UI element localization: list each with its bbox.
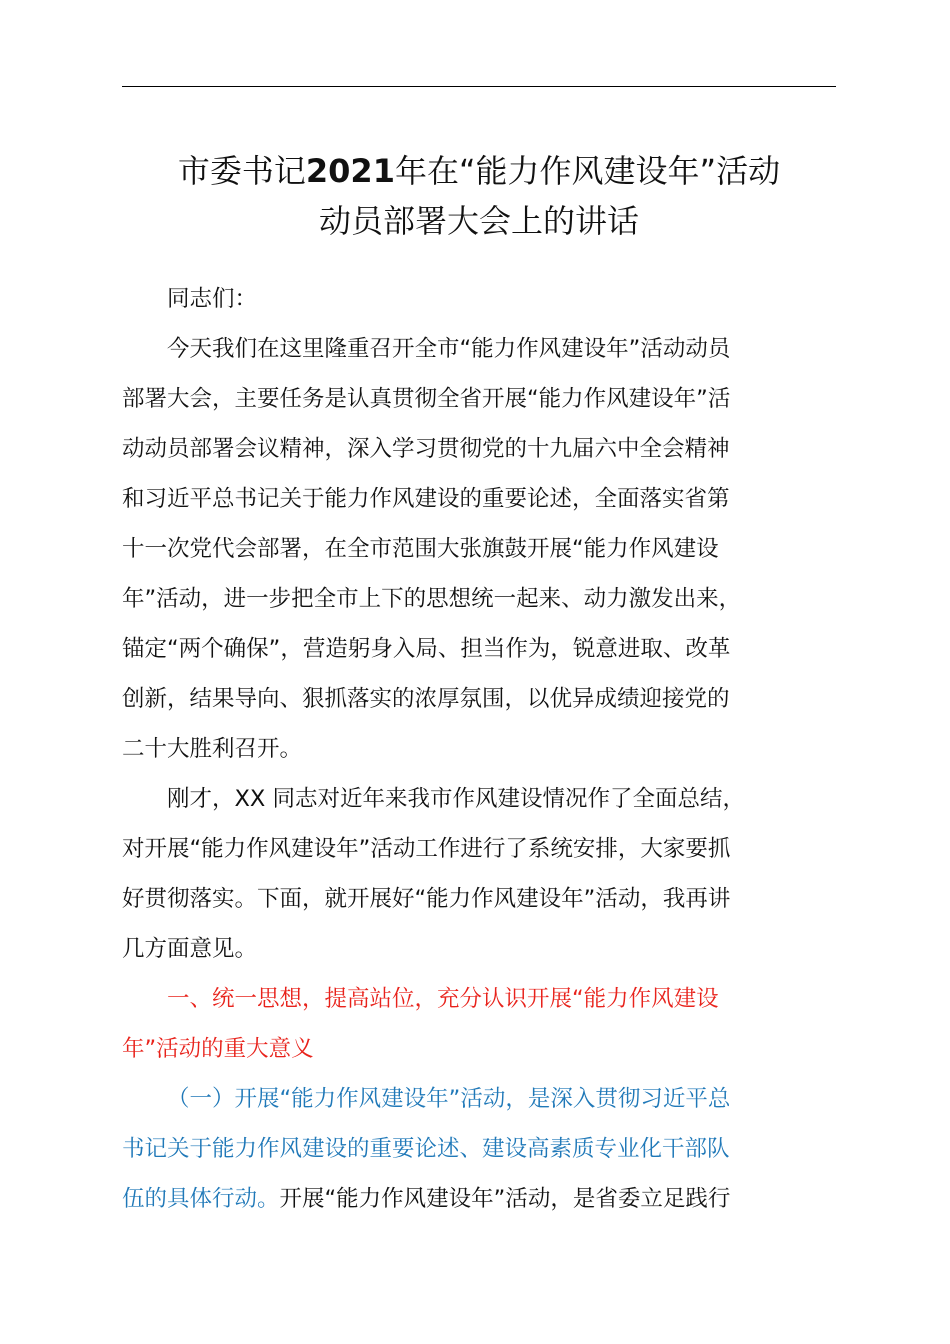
para1-line: 部署大会，主要任务是认真贯彻全省开展“能力作风建设年”活 xyxy=(122,386,731,412)
para2-line: 刚才，XX 同志对近年来我市作风建设情况作了全面总结， xyxy=(167,786,745,812)
paragraph-2 xyxy=(122,774,836,974)
title-year: 2021 xyxy=(305,152,395,190)
document-body xyxy=(122,274,836,1224)
para1-line: 年”活动，进一步把全市上下的思想统一起来、动力激发出来， xyxy=(122,586,742,612)
subheading1-line: （一）开展“能力作风建设年”活动，是深入贯彻习近平总 xyxy=(167,1086,731,1112)
para2-line: 好贯彻落实。下面，就开展好“能力作风建设年”活动，我再讲 xyxy=(122,886,731,912)
subsection-1 xyxy=(122,1074,836,1224)
title-line-2: 动员部署大会上的讲话 xyxy=(318,202,639,240)
para2-line: 几方面意见。 xyxy=(122,936,258,962)
header-rule xyxy=(122,86,836,87)
heading1-line: 一、统一思想，提高站位，充分认识开展“能力作风建设 xyxy=(167,986,719,1012)
title-suffix: 年在“能力作风建设年”活动 xyxy=(394,152,781,190)
title-line-1 xyxy=(100,146,858,196)
para1-line: 创新，结果导向、狠抓落实的浓厚氛围，以优异成绩迎接党的 xyxy=(122,686,730,712)
para2-line: 对开展“能力作风建设年”活动工作进行了系统安排，大家要抓 xyxy=(122,836,731,862)
para1-line: 今天我们在这里隆重召开全市“能力作风建设年”活动动员 xyxy=(167,336,731,362)
subsection1-last-line xyxy=(122,1174,836,1224)
para1-line: 十一次党代会部署，在全市范围大张旗鼓开展“能力作风建设 xyxy=(122,536,719,562)
heading1-line: 年”活动的重大意义 xyxy=(122,1036,314,1062)
para1-line: 锚定“两个确保”，营造躬身入局、担当作为，锐意进取、改革 xyxy=(122,636,731,662)
salutation: 同志们： xyxy=(167,286,258,312)
section-heading-1 xyxy=(122,974,836,1074)
title-prefix: 市委书记 xyxy=(177,152,306,190)
subsection1-body-start: 开展“能力作风建设年”活动，是省委立足践行 xyxy=(279,1186,731,1212)
paragraph-1 xyxy=(122,324,836,774)
para1-line: 和习近平总书记关于能力作风建设的重要论述，全面落实省第 xyxy=(122,486,730,512)
subheading1-line: 书记关于能力作风建设的重要论述、建设高素质专业化干部队 xyxy=(122,1136,730,1162)
document-title xyxy=(100,146,858,246)
para1-line: 二十大胜利召开。 xyxy=(122,736,303,762)
subheading1-tail: 伍的具体行动。 xyxy=(122,1186,280,1212)
para1-line: 动动员部署会议精神，深入学习贯彻党的十九届六中全会精神 xyxy=(122,436,730,462)
